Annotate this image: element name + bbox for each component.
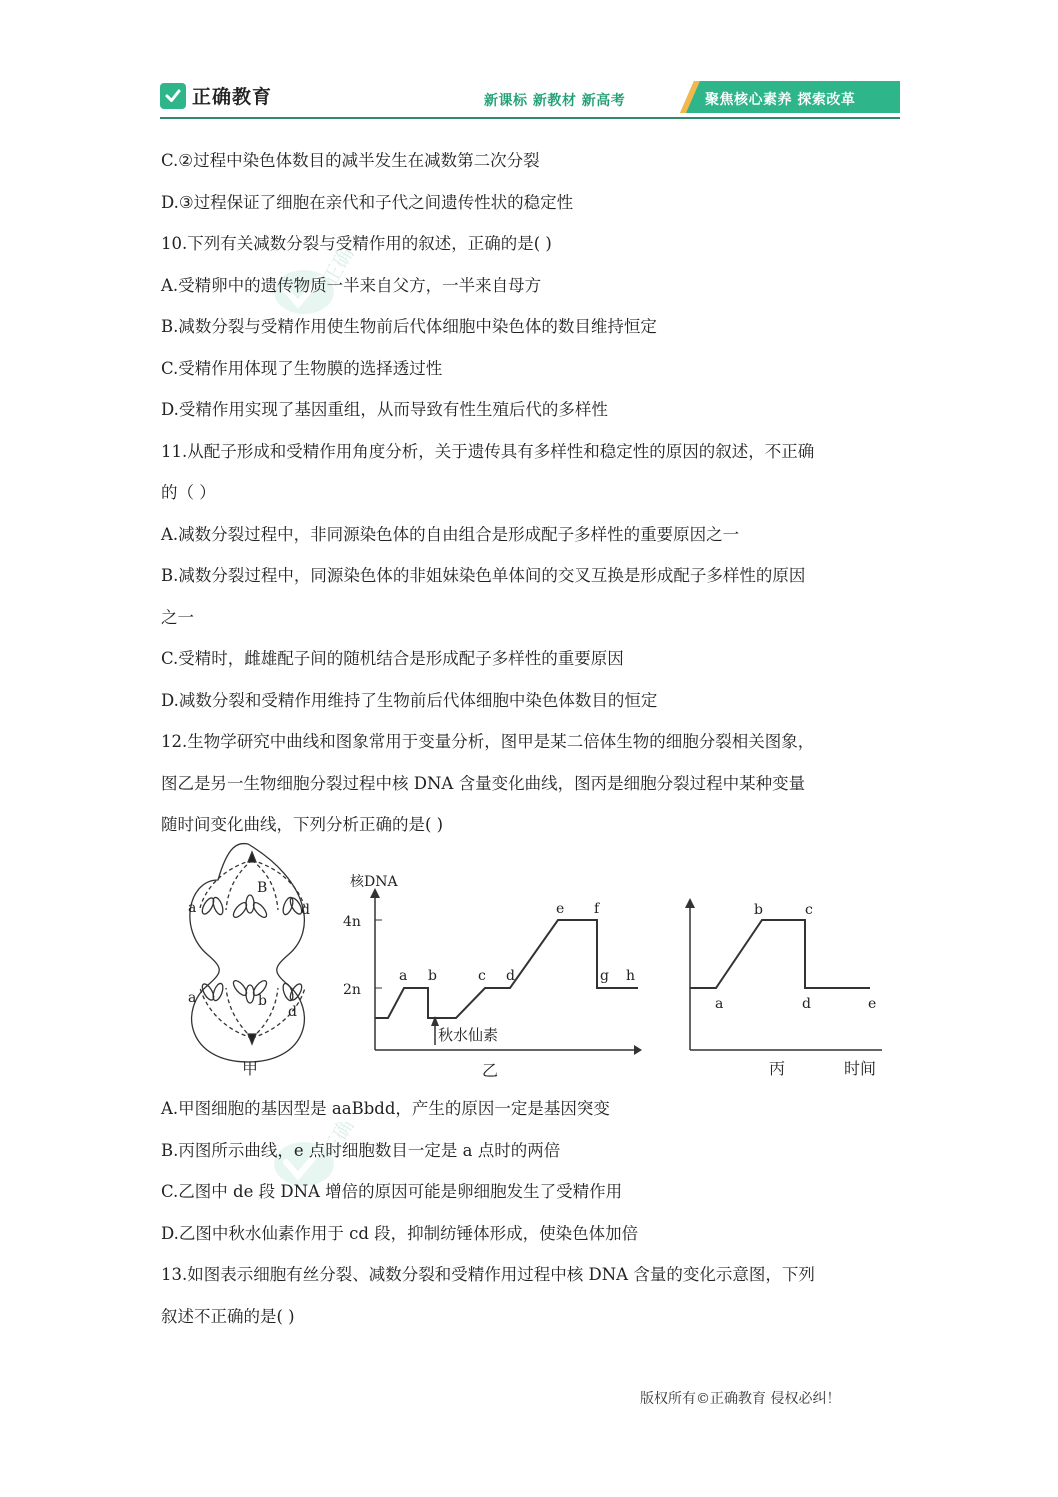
brand-logo <box>160 82 272 109</box>
yi-ylabel: 核DNA <box>350 874 398 890</box>
text-line: B.减数分裂过程中，同源染色体的非姐妹染色单体间的交叉互换是形成配子多样性的原因 <box>161 566 806 585</box>
question-10-stem: 10.下列有关减数分裂与受精作用的叙述，正确的是( ) <box>161 234 552 253</box>
yi-point-d: d <box>506 968 515 984</box>
copyright-footer: 版权所有©正确教育 侵权必纠！ <box>640 1391 841 1407</box>
yi-point-e: e <box>556 901 565 917</box>
text-line: 图乙是另一生物细胞分裂过程中核 DNA 含量变化曲线，图丙是细胞分裂过程中某种变量 <box>161 773 806 793</box>
question-text-top <box>161 140 901 846</box>
bing-caption: 丙 <box>769 1059 786 1078</box>
text-line: B.减数分裂与受精作用使生物前后代体细胞中染色体的数目维持恒定 <box>161 317 657 336</box>
yi-point-f: f <box>594 901 600 917</box>
jia-label-d: d <box>301 902 310 918</box>
text-line: A.受精卵中的遗传物质一半来自父方，一半来自母方 <box>161 275 542 295</box>
text-line: C.乙图中 de 段 DNA 增倍的原因可能是卵细胞发生了受精作用 <box>161 1182 623 1201</box>
text-line: D.乙图中秋水仙素作用于 cd 段，抑制纺锤体形成，使染色体加倍 <box>161 1223 639 1243</box>
slogan-right: 聚焦核心素养 探索改革 <box>705 92 856 108</box>
text-line: 的（ ） <box>161 483 216 502</box>
text-line: D.减数分裂和受精作用维持了生物前后代体细胞中染色体数目的恒定 <box>161 690 658 710</box>
text-line: 叙述不正确的是( ) <box>161 1306 295 1326</box>
bing-point-a: a <box>715 996 724 1012</box>
figure-bing <box>685 898 882 1078</box>
text-line: D.受精作用实现了基因重组，从而导致有性生殖后代的多样性 <box>161 400 608 419</box>
text-line: A.减数分裂过程中，非同源染色体的自由组合是形成配子多样性的重要原因之一 <box>161 524 740 544</box>
figure-jia <box>190 844 305 1062</box>
yi-ytick-4n: 4n <box>343 914 361 930</box>
text-line: C.受精作用体现了生物膜的选择透过性 <box>161 358 443 378</box>
jia-label-B: B <box>257 880 268 896</box>
check-icon <box>160 83 186 109</box>
figure-cell-division <box>160 840 900 1080</box>
question-text-bottom <box>161 1088 901 1337</box>
yi-point-h: h <box>626 968 636 984</box>
svg-text:正确云: 正确云 <box>317 250 369 290</box>
jia-label-a-lower: a <box>188 990 197 1006</box>
text-line: B.丙图所示曲线，e 点时细胞数目一定是 a 点时的两倍 <box>161 1140 561 1160</box>
svg-text:正确云: 正确云 <box>317 1122 369 1162</box>
slogan-left: 新课标 新教材 新高考 <box>484 93 626 109</box>
bing-point-d: d <box>802 996 811 1012</box>
text-line: 之一 <box>161 607 194 627</box>
brand-name: 正确教育 <box>192 86 273 108</box>
jia-label-a: a <box>188 900 197 916</box>
text-line: 随时间变化曲线，下列分析正确的是( ) <box>161 815 444 834</box>
figure-yi <box>343 873 642 1080</box>
yi-annotation: 秋水仙素 <box>438 1026 499 1044</box>
bing-point-c: c <box>805 902 813 918</box>
page-header <box>160 78 900 118</box>
yi-ytick-2n: 2n <box>343 982 361 998</box>
yi-caption: 乙 <box>482 1061 499 1080</box>
yi-point-b: b <box>428 968 437 984</box>
text-line: A.甲图细胞的基因型是 aaBbdd，产生的原因一定是基因突变 <box>161 1099 610 1118</box>
text-line: D.③过程保证了细胞在亲代和子代之间遗传性状的稳定性 <box>161 192 574 212</box>
jia-label-b: b <box>258 993 267 1009</box>
jia-label-d-lower: d <box>288 1004 297 1020</box>
text-line: C.②过程中染色体数目的减半发生在减数第二次分裂 <box>161 151 540 170</box>
bing-curve <box>690 920 870 988</box>
bing-point-b: b <box>754 902 763 918</box>
yi-point-g: g <box>600 968 609 984</box>
yi-point-c: c <box>478 968 486 984</box>
bing-xlabel: 时间 <box>844 1059 877 1078</box>
question-12-stem: 12.生物学研究中曲线和图象常用于变量分析，图甲是某二倍体生物的细胞分裂相关图象， <box>161 732 815 751</box>
header-rule <box>160 117 900 119</box>
text-line: C.受精时，雌雄配子间的随机结合是形成配子多样性的重要原因 <box>161 649 624 668</box>
bing-point-e: e <box>868 996 877 1012</box>
question-11-stem: 11.从配子形成和受精作用角度分析，关于遗传具有多样性和稳定性的原因的叙述，不正确 <box>161 441 815 461</box>
question-13-stem: 13.如图表示细胞有丝分裂、减数分裂和受精作用过程中核 DNA 含量的变化示意图，下列 <box>161 1265 815 1284</box>
yi-point-a: a <box>399 968 408 984</box>
jia-caption: 甲 <box>242 1059 259 1078</box>
